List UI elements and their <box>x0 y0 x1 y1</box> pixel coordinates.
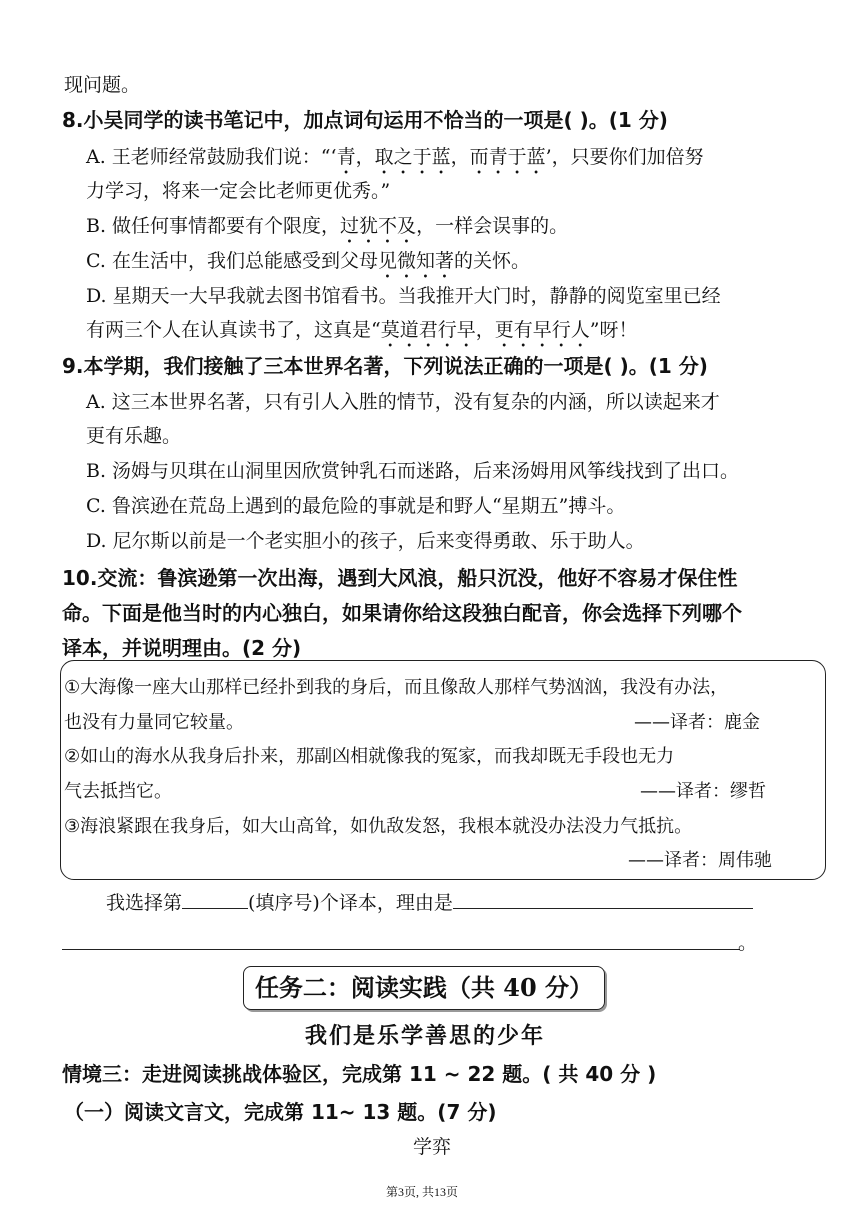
question-9-option-a-line1: A. 这三本世界名著，只有引人入胜的情节，没有复杂的内涵，所以读起来才 <box>86 391 720 413</box>
question-8-option-d-line2 <box>86 315 637 352</box>
option-text: ”呀！ <box>589 319 638 341</box>
translation-2-line1: ②如山的海水从我身后扑来，那副凶相就像我的冤家，而我却既无手段也无力 <box>64 746 675 767</box>
question-8-option-d-line1: D. 星期天一大早我就去图书馆看书。当我推开大门时，静静的阅览室里已经 <box>86 285 721 307</box>
scenario-3-heading: 情境三：走进阅读挑战体验区，完成第 11 ~ 22 题。( 共 40 分 ) <box>62 1062 657 1086</box>
option-text: C. 在生活中，我们总能感受到父母 <box>86 250 378 272</box>
answer-line <box>106 888 753 915</box>
question-10-line1: 10.交流：鲁滨逊第一次出海，遇到大风浪，船只沉没，他好不容易才保住性 <box>62 566 738 590</box>
question-8-option-b <box>86 211 568 248</box>
answer-end-mark: 。 <box>738 932 758 954</box>
translation-1-line1: ①大海像一座大山那样已经扑到我的身后，而且像敌人那样气势汹汹，我没有办法， <box>64 677 729 698</box>
question-9-stem: 9.本学期，我们接触了三本世界名著，下列说法正确的一项是( )。(1 分) <box>62 354 708 378</box>
question-8-option-c <box>86 246 530 283</box>
dotted-phrase: 青，取之于蓝，而青于蓝 <box>336 146 546 168</box>
translation-3-line1: ③海浪紧跟在我身后，如大山高耸，如仇敌发怒，我根本就没办法没力气抵抗。 <box>64 816 693 837</box>
question-9-option-d: D. 尼尔斯以前是一个老实胆小的孩子，后来变得勇敢、乐于助人。 <box>86 530 645 552</box>
passage-title: 学弈 <box>413 1136 452 1158</box>
question-10-line3: 译本，并说明理由。(2 分) <box>62 636 302 660</box>
dotted-phrase: 过犹不及 <box>340 215 417 237</box>
part-1-heading: （一）阅读文言文，完成第 11~ 13 题。(7 分) <box>64 1100 497 1124</box>
reason-blank-1[interactable] <box>453 908 753 909</box>
dotted-phrase: 见微知著 <box>377 250 454 272</box>
translation-1-line2: 也没有力量同它较量。 <box>64 712 244 733</box>
answer-prefix: 我选择第 <box>106 892 183 914</box>
translation-number-blank[interactable] <box>182 908 248 909</box>
translation-1-author: ——译者：鹿金 <box>634 712 760 733</box>
question-8-option-a-line2: 力学习，将来一定会比老师更优秀。” <box>86 180 391 202</box>
question-10-line2: 命。下面是他当时的内心独白，如果请你给这段独白配音，你会选择下列哪个 <box>62 601 742 625</box>
dotted-phrase: 莫道君行早，更有早行人 <box>380 319 590 341</box>
question-8-option-a-line1 <box>86 142 704 179</box>
question-8-stem: 8.小吴同学的读书笔记中，加点词句运用不恰当的一项是( )。(1 分) <box>62 108 668 132</box>
translation-3-author: ——译者：周伟驰 <box>628 850 772 871</box>
option-text: ’，只要你们加倍努 <box>545 146 704 168</box>
question-9-option-b: B. 汤姆与贝琪在山洞里因欣赏钟乳石而迷路，后来汤姆用风筝线找到了出口。 <box>86 460 740 482</box>
option-text: ，一样会误事的。 <box>416 215 569 237</box>
question-9-option-a-line2: 更有乐趣。 <box>86 425 182 447</box>
reason-blank-2[interactable] <box>62 949 740 950</box>
option-text: 有两三个人在认真读书了，这真是“ <box>86 319 381 341</box>
translation-2-line2: 气去抵挡它。 <box>64 781 172 802</box>
translation-2-author: ——译者：缪哲 <box>640 781 766 802</box>
option-text: B. 做任何事情都要有个限度， <box>86 215 341 237</box>
answer-middle: (填序号)个译本，理由是 <box>248 892 453 914</box>
task-2-title: 任务二：阅读实践（共 40 分） <box>243 966 605 1010</box>
task-2-subtitle: 我们是乐学善思的少年 <box>305 1023 546 1049</box>
option-text: 的关怀。 <box>453 250 530 272</box>
intro-tail-text: 现问题。 <box>64 74 141 96</box>
page-footer: 第3页, 共13页 <box>386 1185 459 1199</box>
question-9-option-c: C. 鲁滨逊在荒岛上遇到的最危险的事就是和野人“星期五”搏斗。 <box>86 495 626 517</box>
option-text: A. 王老师经常鼓励我们说：“‘ <box>86 146 337 168</box>
